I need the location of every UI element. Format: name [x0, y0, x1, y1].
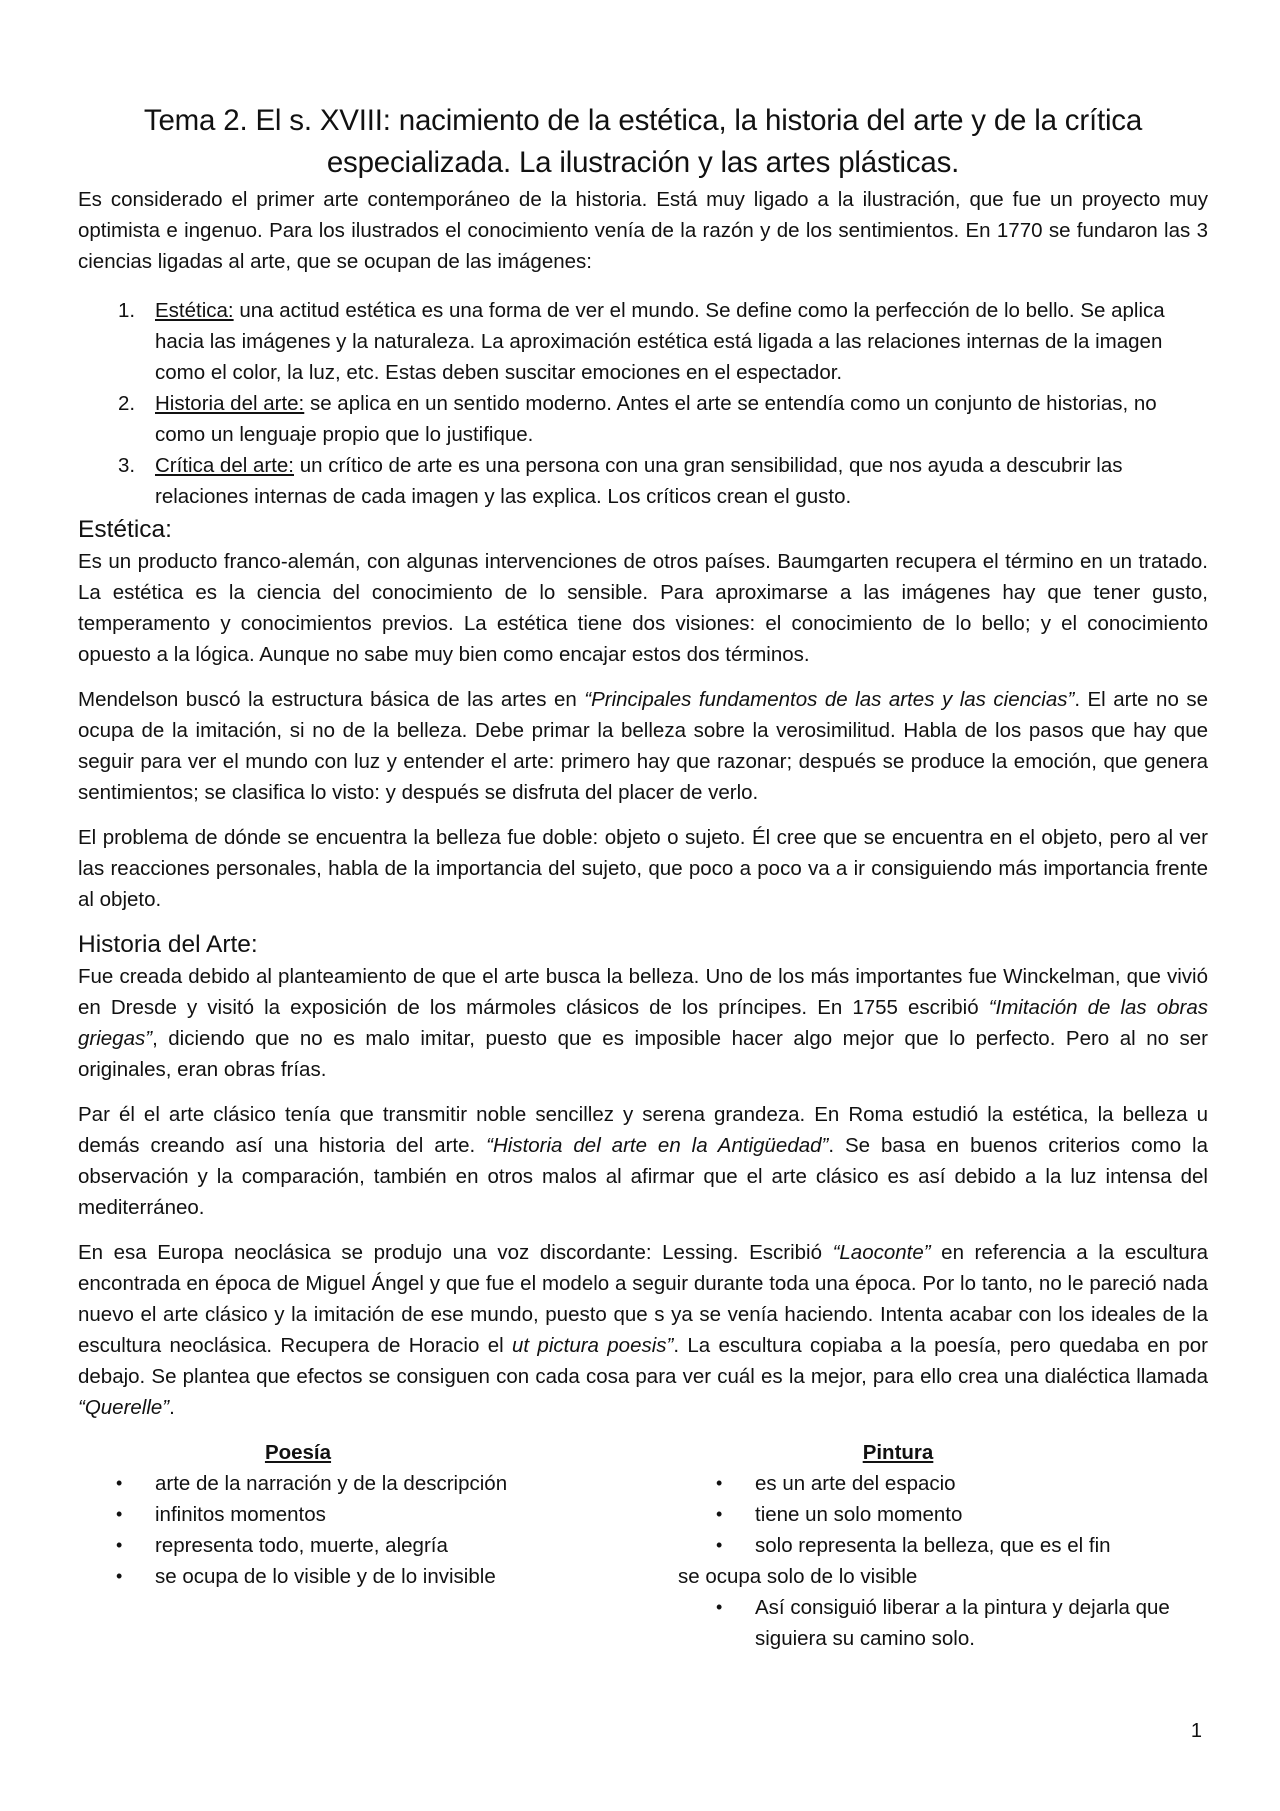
section-heading-estetica: Estética: [78, 516, 172, 543]
historia-paragraph-3: En esa Europa neoclásica se produjo una voz discordante: Lessing. Escribió “Laoconte” en referencia a la escultura encontrada en época de Miguel Ángel y que fue el modelo a seguir durante toda una época. Por lo tanto, no le pareció nada nuevo el arte clásico y la imitación de ese mundo, puesto que s ya se venía haciendo. Intenta acabar con los ideales de la escultura neoclásica. Recupera de Horacio el ut pictura poesis”. La escultura copiaba a la poesía, pero quedaba en por debajo. Se plantea que efectos se consiguen con cada cosa para ver cuál es la mejor, para ello crea una dialéctica llamada “Querelle”. [78, 1241, 1209, 1419]
list-text: se aplica en un sentido moderno. Antes el arte se entendía como un conjunto de historias, no como un lenguaje propio que lo justifique. [155, 392, 1157, 446]
list-item [78, 388, 1208, 450]
page-title: Tema 2. El s. XVIII: nacimiento de la estética, la historia del arte y de la crítica especializada. La ilustración y las artes plásticas. [143, 104, 1143, 179]
comparison-columns [78, 1437, 1208, 1667]
bullet-icon: • [116, 1566, 123, 1586]
estetica-paragraph-1: Es un producto franco-alemán, con algunas intervenciones de otros países. Baumgarten recupera el término en un tratado. La estética es la ciencia del conocimiento de lo sensible. Para aproximarse a las imágenes hay que tener gusto, temperamento y conocimientos previos. La estética tiene dos visiones: el conocimiento de lo bello; y el conocimiento opuesto a la lógica. Aunque no sabe muy bien como encajar estos dos términos. [78, 550, 1208, 666]
historia-paragraph-2: Par él el arte clásico tenía que transmitir noble sencillez y serena grandeza. En Roma estudió la estética, la belleza u demás creando así una historia del arte. “Historia del arte en la Antigüedad”. Se basa en buenos criterios como la observación y la comparación, también en otros malos al afirmar que el arte clásico es así debido a la luz intensa del mediterráneo. [78, 1103, 1209, 1219]
plain-line: se ocupa solo de lo visible [678, 1565, 918, 1588]
list-text: una actitud estética es una forma de ver el mundo. Se define como la perfección de lo bello. Se aplica hacia las imágenes y la naturaleza. La aproximación estética está ligada a las relaciones internas de la imagen como el color, la luz, etc. Estas deben suscitar emociones en el espectador. [155, 299, 1165, 384]
list-item: • arte de la narración y de la descripción [78, 1468, 598, 1499]
pintura-column [678, 1437, 1218, 1654]
book-title: “Laoconte” [832, 1241, 931, 1264]
book-title: “Principales fundamentos de las artes y las ciencias” [584, 688, 1075, 711]
poesia-column [78, 1437, 598, 1592]
bullet-icon: • [116, 1473, 123, 1493]
historia-paragraph-1: Fue creada debido al planteamiento de que el arte busca la belleza. Uno de los más importantes fue Winckelman, que vivió en Dresde y visitó la exposición de los mármoles clásicos de los príncipes. En 1755 escribió “Imitación de las obras griegas”, diciendo que no es malo imitar, puesto que es imposible hacer algo mejor que lo perfecto. Pero al no ser originales, eran obras frías. [78, 965, 1209, 1081]
intro-paragraph: Es considerado el primer arte contemporáneo de la historia. Está muy ligado a la ilustración, que fue un proyecto muy optimista e ingenuo. Para los ilustrados el conocimiento venía de la razón y de los sentimientos. En 1770 se fundaron las 3 ciencias ligadas al arte, que se ocupan de las imágenes: [78, 188, 1208, 273]
list-term: Historia del arte: [155, 392, 305, 415]
page-number: 1 [1190, 1720, 1202, 1742]
bullet-icon: • [716, 1473, 723, 1493]
bullet-icon: • [716, 1504, 723, 1524]
list-number: 3. [118, 454, 136, 477]
book-title: “Historia del arte en la Antigüedad” [486, 1134, 829, 1157]
list-item: • Así consiguió liberar a la pintura y dejarla que siguiera su camino solo. [678, 1592, 1218, 1654]
list-item: • representa todo, muerte, alegría [78, 1530, 598, 1561]
list-number: 2. [118, 392, 136, 415]
estetica-paragraph-2: Mendelson buscó la estructura básica de las artes en “Principales fundamentos de las artes y las ciencias”. El arte no se ocupa de la imitación, si no de la belleza. Debe primar la belleza sobre la verosimilitud. Habla de los pasos que hay que seguir para ver el mundo con luz y entender el arte: primero hay que razonar; después se produce la emoción, que genera sentimientos; se clasifica lo visto: y después se disfruta del placer de verlo. [78, 688, 1209, 804]
list-term: Estética: [155, 299, 234, 322]
list-item [78, 450, 1208, 512]
list-item: • es un arte del espacio [678, 1468, 1218, 1499]
list-item: • solo representa la belleza, que es el fin [678, 1530, 1218, 1561]
list-term: Crítica del arte: [155, 454, 294, 477]
list-item: • se ocupa de lo visible y de lo invisible [78, 1561, 598, 1592]
bullet-icon: • [716, 1597, 723, 1617]
list-item: • infinitos momentos [78, 1499, 598, 1530]
quote: “Querelle” [78, 1396, 170, 1419]
estetica-paragraph-3: El problema de dónde se encuentra la belleza fue doble: objeto o sujeto. Él cree que se encuentra en el objeto, pero al ver las reacciones personales, habla de la importancia del sujeto, que poco a poco va a ir consiguiendo más importancia frente al objeto. [78, 826, 1208, 911]
column-title: Poesía [264, 1441, 332, 1464]
book-title: “Imitación de las obras griegas” [78, 996, 1209, 1050]
column-title: Pintura [862, 1441, 934, 1464]
bullet-icon: • [716, 1535, 723, 1555]
section-heading-historia: Historia del Arte: [78, 931, 258, 958]
list-number: 1. [118, 299, 136, 322]
list-text: un crítico de arte es una persona con una gran sensibilidad, que nos ayuda a descubrir las relaciones internas de cada imagen y las explica. Los críticos crean el gusto. [155, 454, 1123, 508]
list-item: • tiene un solo momento [678, 1499, 1218, 1530]
list-item [78, 295, 1208, 388]
bullet-icon: • [116, 1535, 123, 1555]
bullet-icon: • [116, 1504, 123, 1524]
sciences-list [78, 295, 1208, 512]
document-page [78, 100, 1208, 1667]
quote: ut pictura poesis” [512, 1334, 674, 1357]
